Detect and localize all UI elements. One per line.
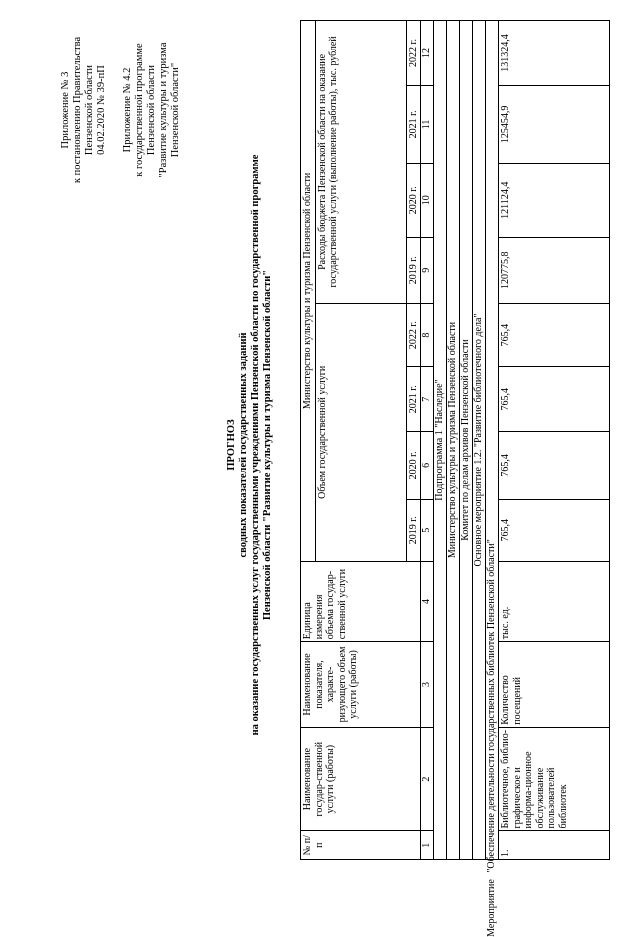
column-index: 7: [421, 367, 434, 432]
row-unit: тыс. ед.: [499, 561, 610, 641]
committee-row: Комитет по делам архивов Пензенской области: [460, 21, 473, 860]
annex-line: к постановлению Правительства: [72, 36, 83, 184]
heading-title: ПРОГНОЗ: [226, 419, 237, 471]
column-index: 10: [421, 163, 434, 237]
annex-line: 04.02.2020 № 39-пП: [96, 65, 107, 155]
header-year: 2021 г.: [406, 86, 421, 164]
column-index: 9: [421, 237, 434, 303]
annex-line: Пензенской области: [146, 64, 157, 156]
row-indicator: Количество посещений: [499, 642, 610, 728]
header-year: 2021 г.: [406, 367, 421, 432]
row-value: 765,4: [499, 432, 610, 499]
row-value: 765,4: [499, 499, 610, 561]
heading-line: Пензенской области "Развитие культуры и туризма Пензенской области": [262, 269, 273, 621]
annex-block: [60, 10, 182, 210]
event-text: "Обеспечение деятельности государственных библиотек Пензенской области": [486, 539, 498, 873]
row-value: 765,4: [499, 367, 610, 432]
annex-line: "Развитие культуры и туризма: [158, 42, 169, 178]
annex-line: Приложение № 4.2: [122, 67, 133, 153]
header-service: Наименование государ-ственной услуги (работы): [301, 727, 421, 831]
header-year: 2019 г.: [406, 499, 421, 561]
main-event-row: Основное мероприятие 1.2. "Развитие библиотечного дела": [473, 21, 486, 860]
column-index: 1: [421, 831, 434, 860]
row-value: 765,4: [499, 303, 610, 367]
header-expenses: Расходы бюджета Пензенской области на оказание государственной услуги (выполнение работы), тыс. рублей: [315, 21, 406, 304]
column-index: 4: [421, 561, 434, 641]
header-year: 2019 г.: [406, 237, 421, 303]
annex-line: Пензенской области": [170, 62, 181, 158]
header-year: 2022 г.: [406, 303, 421, 367]
annex-line: Пензенской области: [84, 64, 95, 156]
header-ministry: Министерство культуры и туризма Пензенской области: [301, 21, 316, 562]
subprogram-row: Подпрограмма 1 "Наследие": [434, 21, 447, 860]
annex-line: к государственной программе: [134, 43, 145, 177]
ministry-row: Министерство культуры и туризма Пензенской области: [447, 21, 460, 860]
header-year: 2020 г.: [406, 432, 421, 499]
header-year: 2022 г.: [406, 21, 421, 86]
forecast-table: [300, 20, 610, 937]
column-index: 3: [421, 642, 434, 728]
row-service: Библиотечное, библио-графическое и информа-ционное обслуживание пользователей библиотек: [499, 727, 610, 831]
column-index: 5: [421, 499, 434, 561]
row-value: 125454,9: [499, 86, 610, 164]
event-label: Мероприятие: [486, 879, 498, 937]
column-index: 11: [421, 86, 434, 164]
event-row: [486, 21, 499, 937]
heading-line: сводных показателей государственных заданий: [238, 332, 249, 558]
header-volume: Объем государственной услуги: [315, 303, 406, 561]
header-num: № п/п: [301, 831, 421, 860]
document-heading: [226, 65, 274, 825]
heading-line: на оказание государственных услуг государственными учреждениями Пензенской области по государственной программе: [250, 154, 261, 736]
column-index: 6: [421, 432, 434, 499]
row-value: 120775,8: [499, 237, 610, 303]
column-index: 8: [421, 303, 434, 367]
column-index: 12: [421, 21, 434, 86]
header-indicator: Наименование показателя, характе-ризующего объем услуги (работы): [301, 642, 421, 728]
row-value: 131324,4: [499, 21, 610, 86]
row-num: 1.: [499, 831, 610, 860]
header-unit: Единица измерения объема государ-ственной услуги: [301, 561, 421, 641]
header-year: 2020 г.: [406, 163, 421, 237]
annex-line: Приложение № 3: [60, 71, 71, 149]
row-value: 121124,4: [499, 163, 610, 237]
column-index: 2: [421, 727, 434, 831]
